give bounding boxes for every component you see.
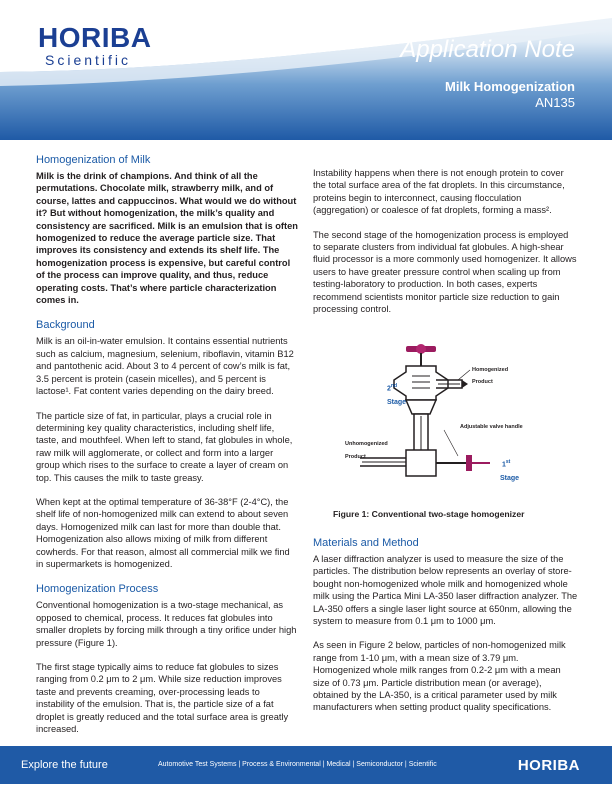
stage1-valve-handle <box>466 455 472 471</box>
body-paragraph: Conventional homogenization is a two-stage mechanical, as opposed to chemical, process. It reduces fat globules into smaller droplets by forcing milk through a tiny orifice under high pressure (Figure 1). <box>36 600 297 648</box>
figure-label-product: Product <box>345 454 366 460</box>
left-column <box>36 153 298 747</box>
body-paragraph: The second stage of the homogenization process is employed to separate clusters from individual fat globules. A high-shear fluid processor is a more commonly used homogenizer. It allows users to have greater pressure control when scaling up from testing-laboratory to production. In both cases, experts recommend scientists monitor particle size reduction to gain processing control. <box>313 229 577 315</box>
figure-label-stage1: 1st <box>502 459 511 469</box>
body-paragraph: The particle size of fat, in particular, plays a crucial role in determining key quality characteristics, including shelf life, taste, and mouthfeel. When left to stand, fat globules in whole, raw milk will agglomerate, or collect and form into a larger group which rises to the surface to create a layer of cream on top. This causes the milk to taste greasy. <box>36 410 293 483</box>
figure-label-unhomogenized: Unhomogenized <box>345 441 388 447</box>
footer-tagline: Explore the future <box>21 759 108 771</box>
section-heading: Homogenization of Milk <box>36 154 151 166</box>
header-banner <box>0 0 612 140</box>
body-paragraph: Milk is an oil-in-water emulsion. It contains essential nutrients such as calcium, magnesium, selenium, riboflavin, vitamin B12 and pantothenic acid. About 3 to 4 percent of cow’s milk is fat, 3.5 percent is protein (casein micelles), and 5 percent is lactose¹. Fat content varies depending on the dairy breed. <box>36 336 294 397</box>
right-column-lower <box>313 536 578 726</box>
logo-wordmark: HORIBA <box>38 22 152 53</box>
footer-logo: HORIBA <box>517 757 580 774</box>
footer-segments: Automotive Test Systems | Process & Environmental | Medical | Semiconductor | Scientific <box>158 761 437 768</box>
figure-label-product: Product <box>472 379 493 385</box>
body-paragraph: When kept at the optimal temperature of 36-38°F (2-4°C), the shelf life of non-homogenized milk can extend to about seven days. Homogenized milk can last for more than double that. Homogenization also allows mixing of milk from different cowherds. For that reason, almost all commercial milk we find in supermarkets is homogenized. <box>36 496 290 569</box>
body-paragraph: The first stage typically aims to reduce fat globules to sizes ranging from 0.2 μm to 2 μm. While size reduction improves taste and prevents creaming, over-processing leads to instability of the emulsion. That is, the particle size of a fat droplet is greatly reduced and the total surface area is greatly increased. <box>36 662 289 735</box>
body-paragraph: As seen in Figure 2 below, particles of non-homogenized milk range from 1-10 μm, with a mean size of 3.79 μm. Homogenized whole milk ranges from 0.2-2 μm with a mean size of 0.73 μm. Particle distribution mean (or average), obtained by the LA-350, is a critical parameter used by milk manufacturers when setting product quality specifications. <box>313 640 566 713</box>
document-id: AN135 <box>535 95 575 110</box>
stage1-valve-body <box>406 450 436 476</box>
intro-paragraph: Milk is the drink of champions. And think of all the permutations. Chocolate milk, strawberry milk, and of course, lattes and cappuccinos. What would we do without it? But without homogenization, the milk’s quality and consistency are sacrificed. Milk is an emulsion that is often homogenized to reduce the average particle size. That improves its consistency and extends its shelf life. The homogenization process is expensive, but careful control of the process can improve quality, and thus, reduce operating costs. That’s where particle characterization comes in. <box>36 171 298 306</box>
figure-label-stage2: 2nd <box>387 383 398 393</box>
figure-label-stage: Stage <box>387 399 407 406</box>
section-heading: Background <box>36 319 95 332</box>
horiba-logo <box>38 24 151 68</box>
body-paragraph: A laser diffraction analyzer is used to measure the size of the particles. The distribution below represents an overlay of store-bought non-homogenized whole milk and homogenized whole milk using the Partica Mini LA-350 laser diffraction analyzer. The LA-350 offers a single laser light source at 650nm, allowing the system to measure from 0.1 μm to 1000 μm. <box>313 554 578 627</box>
logo-subtitle: Scientific <box>45 52 132 68</box>
document-title: Milk Homogenization <box>445 79 575 94</box>
document-type: Application Note <box>400 36 575 63</box>
figure-label-homogenized: Homogenized <box>472 367 509 373</box>
top-valve-knob <box>416 344 426 354</box>
header-swoosh <box>0 0 612 140</box>
section-heading: Homogenization Process <box>36 583 159 596</box>
section-heading: Materials and Method <box>313 537 419 549</box>
footer-bar <box>0 746 612 784</box>
body-paragraph: Instability happens when there is not enough protein to cover the total surface area of the fat droplets. In this circumstance, proteins begin to interconnect, causing flocculation (aggregation) or coalesce of fat droplets, forming a mass². <box>313 168 565 216</box>
stage2-valve-body <box>394 366 448 400</box>
figure-label-stage: Stage <box>500 475 520 482</box>
figure-label-valve-handle: Adjustable valve handle <box>460 424 523 430</box>
right-column <box>313 167 578 327</box>
figure-caption: Figure 1: Conventional two-stage homogenizer <box>333 509 525 519</box>
